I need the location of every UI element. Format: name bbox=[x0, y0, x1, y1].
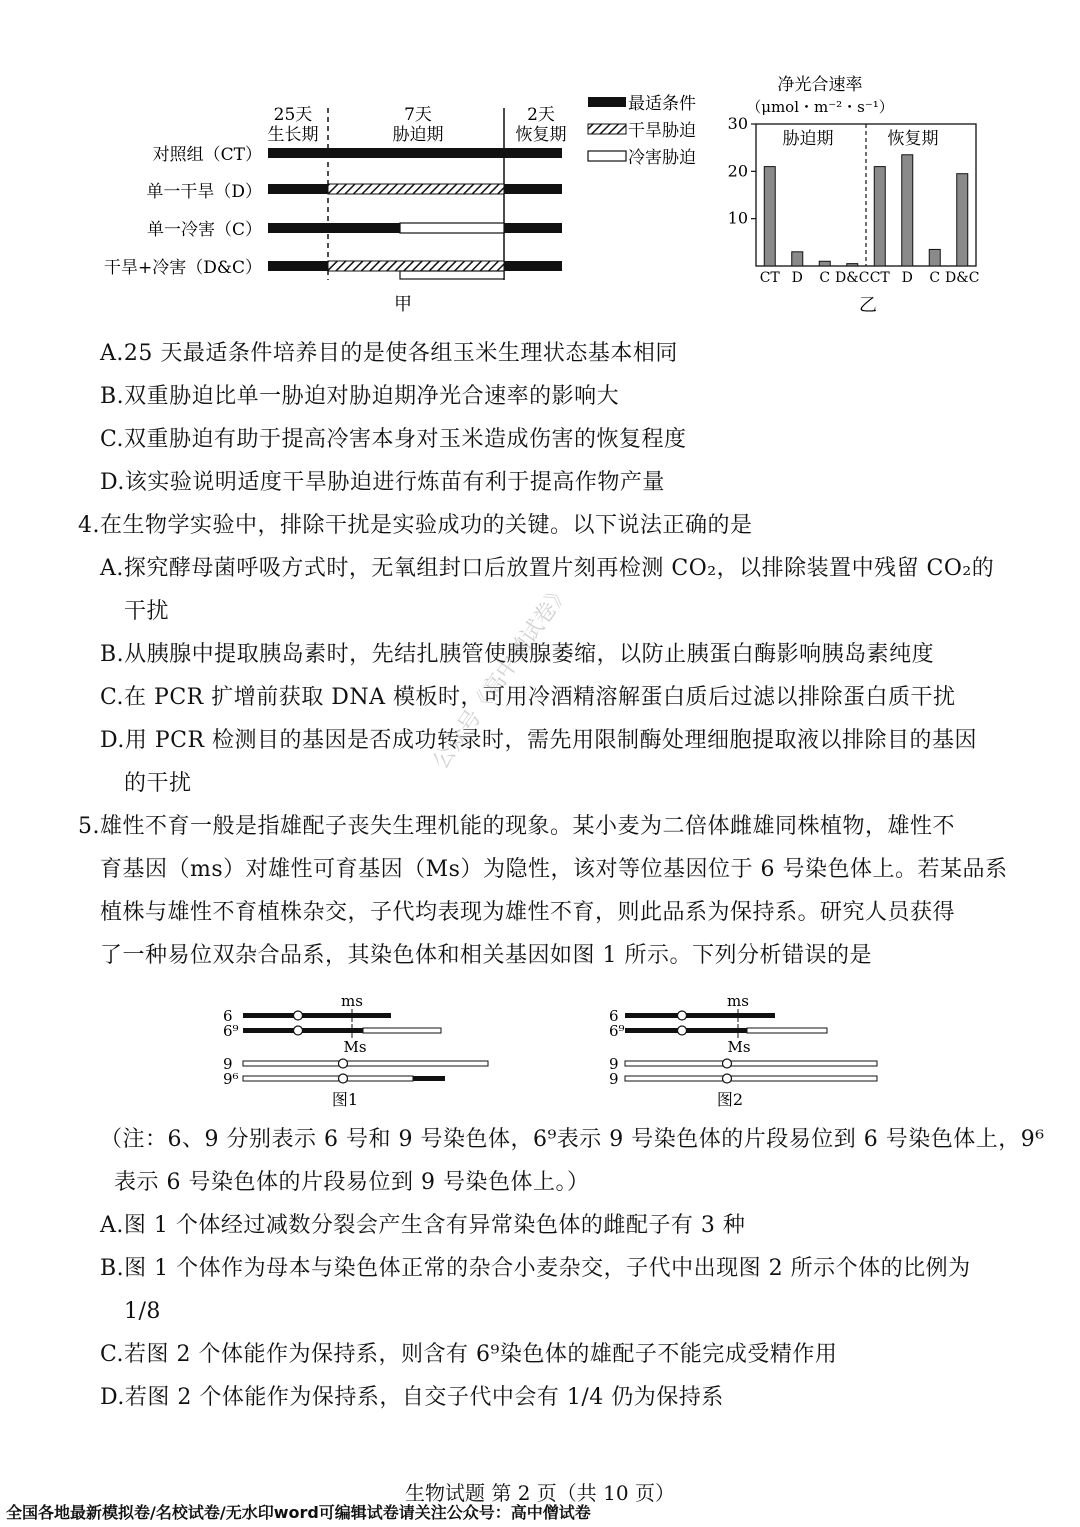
group-ct-label: 对照组（CT） bbox=[152, 145, 262, 165]
q5-option-b: B.图 1 个体作为母本与染色体正常的杂合小麦杂交，子代中出现图 2 所示个体的比例为 bbox=[100, 1256, 971, 1281]
bar-c-growth bbox=[268, 223, 400, 233]
x-tick-label-6: C bbox=[929, 270, 941, 286]
period-stress-label: 胁迫期 bbox=[782, 129, 834, 149]
figure-yi-chart bbox=[720, 68, 1020, 318]
x-tick-label-0: CT bbox=[759, 270, 780, 286]
q5-stem-line-2: 育基因（ms）对雄性可育基因（Ms）为隐性，该对等位基因位于 6 号染色体上。若某品系 bbox=[100, 857, 1008, 882]
fig1-centromere-6 bbox=[294, 1011, 303, 1020]
x-tick-label-1: D bbox=[791, 270, 803, 286]
q4-option-d-cont: 的干扰 bbox=[124, 771, 192, 796]
y-tick-label-2: 30 bbox=[727, 114, 748, 133]
bar-5 bbox=[902, 155, 913, 266]
x-tick-label-7: D&C bbox=[945, 270, 980, 286]
phase-1-days: 25天 bbox=[273, 105, 313, 125]
y-tick-label-0: 10 bbox=[727, 208, 748, 228]
fig1-label-69: 6⁹ bbox=[223, 1022, 239, 1040]
group-d-label: 单一干旱（D） bbox=[146, 182, 262, 202]
q4-stem: 4.在生物学实验中，排除干扰是实验成功的关键。以下说法正确的是 bbox=[78, 513, 753, 538]
fig2-label-9b: 9 bbox=[609, 1070, 619, 1088]
q4-option-b: B.从胰腺中提取胰岛素时，先结扎胰管使胰腺萎缩，以防止胰蛋白酶影响胰岛素纯度 bbox=[100, 642, 935, 667]
watermark: 公众号《高中僧试卷》 bbox=[428, 579, 575, 774]
bar-dc-growth bbox=[268, 261, 328, 271]
x-tick-label-4: CT bbox=[869, 270, 890, 286]
q4-option-a: A.探究酵母菌呼吸方式时，无氧组封口后放置片刻再检测 CO₂，以排除装置中残留 CO₂的 bbox=[100, 556, 995, 581]
q5-option-d: D.若图 2 个体能作为保持系，自交子代中会有 1/4 仍为保持系 bbox=[100, 1385, 724, 1410]
fig2-chr-9b bbox=[625, 1076, 877, 1081]
legend-drought-swatch bbox=[588, 124, 626, 134]
x-tick-label-5: D bbox=[901, 270, 913, 286]
fig1-label-6: 6 bbox=[223, 1007, 233, 1025]
bar-d-drought bbox=[328, 184, 504, 194]
fig1-label-9: 9 bbox=[223, 1055, 233, 1073]
chart-caption: 乙 bbox=[859, 295, 877, 316]
fig1-chr-6 bbox=[243, 1013, 391, 1018]
x-tick-label-3: D&C bbox=[835, 270, 870, 286]
x-tick-label-2: C bbox=[819, 270, 831, 286]
q3-option-a: A.25 天最适条件培养目的是使各组玉米生理状态基本相同 bbox=[100, 341, 678, 366]
fig1-centromere-69 bbox=[294, 1026, 303, 1035]
phase-1-name: 生长期 bbox=[267, 125, 319, 145]
fig2-label-9a: 9 bbox=[609, 1055, 619, 1073]
fig1-gene-ms: ms bbox=[341, 992, 363, 1010]
phase-3-days: 2天 bbox=[527, 105, 555, 125]
q5-option-a: A.图 1 个体经过减数分裂会产生含有异常染色体的雌配子有 3 种 bbox=[100, 1213, 746, 1238]
chart-title: 净光合速率 bbox=[777, 75, 863, 95]
q3-option-c: C.双重胁迫有助于提高冷害本身对玉米造成伤害的恢复程度 bbox=[100, 427, 687, 452]
q4-option-c: C.在 PCR 扩增前获取 DNA 模板时，可用冷酒精溶解蛋白质后过滤以排除蛋白质干扰 bbox=[100, 685, 956, 710]
fig2-centromere-9a bbox=[723, 1059, 732, 1068]
bar-3 bbox=[847, 264, 858, 266]
q5-option-b-cont: 1/8 bbox=[124, 1299, 161, 1324]
bar-7 bbox=[957, 174, 968, 266]
bar-6 bbox=[929, 249, 940, 266]
fig2-chr-69-b bbox=[747, 1028, 827, 1033]
bar-dc-drought bbox=[328, 261, 504, 271]
bar-dc-recovery bbox=[504, 261, 562, 271]
q3-option-b: B.双重胁迫比单一胁迫对胁迫期净光合速率的影响大 bbox=[100, 384, 620, 409]
page-footer: 生物试题 第 2 页（共 10 页） bbox=[405, 1481, 675, 1505]
chromosome-figure-1 bbox=[215, 990, 515, 1115]
legend-optimal-label: 最适条件 bbox=[628, 94, 696, 114]
fig2-chr-9a bbox=[625, 1061, 877, 1066]
fig2-centromere-69 bbox=[678, 1026, 687, 1035]
bar-d-growth bbox=[268, 184, 328, 194]
fig1-chr-96-a bbox=[243, 1076, 413, 1081]
q4-option-a-cont: 干扰 bbox=[124, 599, 170, 624]
fig1-chr-9 bbox=[243, 1061, 488, 1066]
chart-unit: （μmol・m⁻²・s⁻¹） bbox=[746, 98, 894, 116]
q5-note-line-2: 表示 6 号染色体的片段易位到 9 号染色体上。） bbox=[114, 1170, 590, 1195]
q5-note-line-1: （注：6、9 分别表示 6 号和 9 号染色体，6⁹表示 9 号染色体的片段易位到 6 号染色体上，9⁶ bbox=[100, 1127, 1045, 1152]
fig2-label-6: 6 bbox=[609, 1007, 619, 1025]
fig1-centromere-9 bbox=[339, 1059, 348, 1068]
bar-d-recovery bbox=[504, 184, 562, 194]
group-c-label: 单一冷害（C） bbox=[146, 220, 262, 240]
q4-option-d: D.用 PCR 检测目的基因是否成功转录时，需先用限制酶处理细胞提取液以排除目的基因 bbox=[100, 728, 978, 753]
phase-2-name: 胁迫期 bbox=[392, 125, 444, 145]
q3-option-d: D.该实验说明适度干旱胁迫进行炼苗有利于提高作物产量 bbox=[100, 470, 665, 495]
fig2-centromere-6 bbox=[678, 1011, 687, 1020]
legend-optimal-swatch bbox=[588, 97, 626, 107]
bar-c-cold bbox=[400, 223, 504, 233]
q5-stem-line-1: 5.雄性不育一般是指雄配子丧失生理机能的现象。某小麦为二倍体雌雄同株植物，雄性不 bbox=[78, 814, 955, 839]
fig1-gene-Ms: Ms bbox=[343, 1038, 367, 1056]
fig2-gene-ms: ms bbox=[727, 992, 749, 1010]
phase-2-days: 7天 bbox=[404, 105, 432, 125]
bar-0 bbox=[764, 167, 775, 266]
bar-c-recovery bbox=[504, 223, 562, 233]
q5-option-c: C.若图 2 个体能作为保持系，则含有 6⁹染色体的雄配子不能完成受精作用 bbox=[100, 1342, 838, 1367]
fig1-chr-96-b bbox=[413, 1076, 445, 1081]
legend-cold-label: 冷害胁迫 bbox=[628, 148, 696, 168]
group-dc-label: 干旱+冷害（D&C） bbox=[103, 258, 262, 278]
fig2-centromere-9b bbox=[723, 1074, 732, 1083]
fig1-chr-69-b bbox=[363, 1028, 441, 1033]
bar-dc-cold bbox=[400, 271, 504, 279]
fig2-chr-6 bbox=[625, 1013, 775, 1018]
q5-stem-line-3: 植株与雄性不育植株杂交，子代均表现为雄性不育，则此品系为保持系。研究人员获得 bbox=[100, 900, 956, 925]
legend-drought-label: 干旱胁迫 bbox=[628, 121, 696, 141]
bar-1 bbox=[792, 252, 803, 266]
bar-4 bbox=[874, 167, 885, 266]
bar-2 bbox=[819, 261, 830, 266]
y-tick-label-1: 20 bbox=[727, 161, 748, 181]
promo-footnote: 全国各地最新模拟卷/名校试卷/无水印word可编辑试卷请关注公众号：高中僧试卷 bbox=[6, 1503, 591, 1522]
figure-jia bbox=[100, 90, 720, 320]
fig2-gene-Ms: Ms bbox=[727, 1038, 751, 1056]
legend-cold-swatch bbox=[588, 151, 626, 161]
q5-stem-line-4: 了一种易位双杂合品系，其染色体和相关基因如图 1 所示。下列分析错误的是 bbox=[100, 943, 872, 968]
fig2-caption: 图2 bbox=[716, 1090, 744, 1109]
fig2-label-69: 6⁹ bbox=[609, 1022, 625, 1040]
figure-jia-caption: 甲 bbox=[394, 294, 412, 315]
period-recovery-label: 恢复期 bbox=[887, 129, 939, 149]
fig1-caption: 图1 bbox=[331, 1090, 359, 1109]
fig1-centromere-96 bbox=[339, 1074, 348, 1083]
fig1-label-96: 9⁶ bbox=[223, 1070, 239, 1088]
chromosome-figure-2 bbox=[605, 990, 895, 1115]
bar-ct-full bbox=[268, 148, 562, 158]
phase-3-name: 恢复期 bbox=[515, 125, 567, 145]
